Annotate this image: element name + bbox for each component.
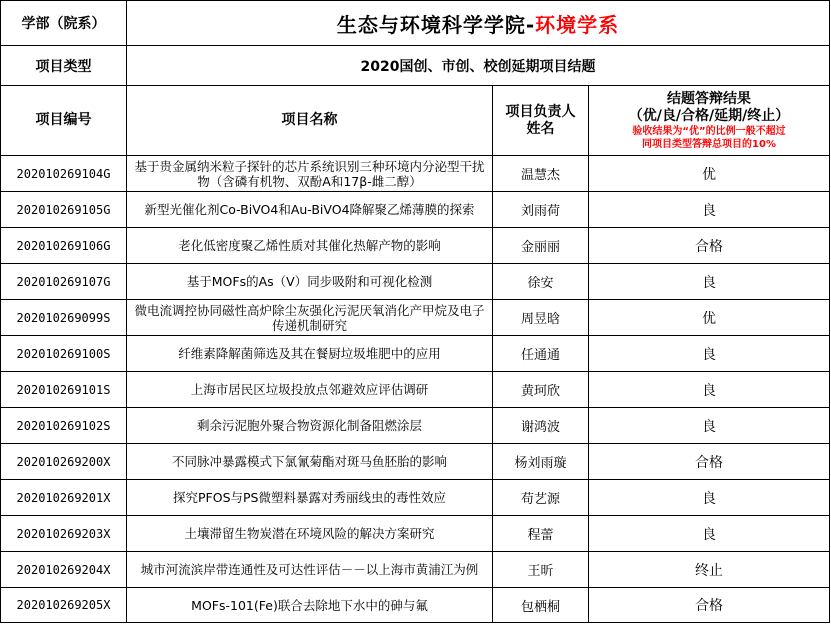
result-cell: 良: [589, 516, 830, 552]
title-college: 生态与环境科学学院-: [336, 12, 536, 37]
page-title: [127, 1, 830, 46]
project-id-cell: 202010269205X: [1, 588, 127, 623]
table-row: [1, 156, 830, 192]
result-note-line2: 同项目类型答辩总项目的10%: [642, 138, 776, 150]
table-row: [1, 408, 830, 444]
project-name-cell: 上海市居民区垃圾投放点邻避效应评估调研: [127, 372, 493, 408]
table-row: [1, 192, 830, 228]
result-cell: 合格: [589, 588, 830, 623]
department-label: 学部（院系）: [1, 1, 127, 46]
result-note-line1: 验收结果为“优”的比例一般不超过: [632, 125, 786, 137]
column-header-lead-line1: 项目负责人: [505, 103, 576, 120]
project-type-label: 项目类型: [1, 46, 127, 86]
table-row: [1, 264, 830, 300]
project-id-cell: 202010269107G: [1, 264, 127, 300]
project-id-cell: 202010269200X: [1, 444, 127, 480]
table-row: [1, 372, 830, 408]
project-lead-cell: 王昕: [493, 552, 589, 588]
project-id-cell: 202010269102S: [1, 408, 127, 444]
result-cell: 良: [589, 192, 830, 228]
project-lead-cell: 苟艺源: [493, 480, 589, 516]
table-row: [1, 588, 830, 623]
project-id-cell: 202010269105G: [1, 192, 127, 228]
result-cell: 良: [589, 264, 830, 300]
table-row: [1, 300, 830, 336]
project-id-cell: 202010269101S: [1, 372, 127, 408]
project-name-cell: 纤维素降解菌筛选及其在餐厨垃圾堆肥中的应用: [127, 336, 493, 372]
project-lead-cell: 任通通: [493, 336, 589, 372]
result-cell: 终止: [589, 552, 830, 588]
result-cell: 合格: [589, 228, 830, 264]
column-header-name: 项目名称: [127, 86, 493, 156]
column-header-id: 项目编号: [1, 86, 127, 156]
column-header-result: [589, 86, 830, 156]
project-type-row: [1, 46, 830, 86]
project-name-cell: MOFs-101(Fe)联合去除地下水中的砷与氟: [127, 588, 493, 623]
column-header-lead: [493, 86, 589, 156]
project-name-cell: 剩余污泥胞外聚合物资源化制备阻燃涂层: [127, 408, 493, 444]
result-cell: 合格: [589, 444, 830, 480]
title-department: 环境学系: [535, 12, 620, 37]
project-name-cell: 土壤滞留生物炭潜在环境风险的解决方案研究: [127, 516, 493, 552]
result-cell: 优: [589, 300, 830, 336]
result-cell: 良: [589, 336, 830, 372]
project-lead-cell: 谢鸿波: [493, 408, 589, 444]
project-name-cell: 基于MOFs的As（Ⅴ）同步吸附和可视化检测: [127, 264, 493, 300]
project-id-cell: 202010269100S: [1, 336, 127, 372]
project-name-cell: 探究PFOS与PS微塑料暴露对秀丽线虫的毒性效应: [127, 480, 493, 516]
project-lead-cell: 温慧杰: [493, 156, 589, 192]
project-id-cell: 202010269204X: [1, 552, 127, 588]
result-cell: 良: [589, 372, 830, 408]
column-header-row: [1, 86, 830, 156]
result-cell: 良: [589, 408, 830, 444]
table-row: [1, 480, 830, 516]
project-name-cell: 微电流调控协同磁性高炉除尘灰强化污泥厌氧消化产甲烷及电子传递机制研究: [127, 300, 493, 336]
project-id-cell: 202010269203X: [1, 516, 127, 552]
project-lead-cell: 杨刘雨璇: [493, 444, 589, 480]
project-name-cell: 新型光催化剂Co-BiVO4和Au-BiVO4降解聚乙烯薄膜的探索: [127, 192, 493, 228]
project-name-cell: 不同脉冲暴露模式下氯氰菊酯对斑马鱼胚胎的影响: [127, 444, 493, 480]
project-id-cell: 202010269201X: [1, 480, 127, 516]
project-id-cell: 202010269106G: [1, 228, 127, 264]
result-cell: 优: [589, 156, 830, 192]
project-lead-cell: 徐安: [493, 264, 589, 300]
table-row: [1, 516, 830, 552]
department-row: [1, 1, 830, 46]
project-name-cell: 老化低密度聚乙烯性质对其催化热解产物的影响: [127, 228, 493, 264]
project-id-cell: 202010269104G: [1, 156, 127, 192]
table-row: [1, 444, 830, 480]
column-header-lead-line2: 姓名: [526, 120, 555, 137]
result-cell: 良: [589, 480, 830, 516]
project-type-value: 2020国创、市创、校创延期项目结题: [127, 46, 830, 86]
project-lead-cell: 周昱晗: [493, 300, 589, 336]
project-lead-cell: 金丽丽: [493, 228, 589, 264]
project-lead-cell: 刘雨荷: [493, 192, 589, 228]
column-header-result-line1: 结题答辩结果: [667, 90, 751, 107]
project-lead-cell: 包栖桐: [493, 588, 589, 623]
project-name-cell: 基于贵金属纳米粒子探针的芯片系统识别三种环境内分泌型干扰物（含磷有机物、双酚A和17β-雌二醇）: [127, 156, 493, 192]
project-lead-cell: 程蕾: [493, 516, 589, 552]
project-id-cell: 202010269099S: [1, 300, 127, 336]
project-lead-cell: 黄珂欣: [493, 372, 589, 408]
table-row: [1, 228, 830, 264]
column-header-result-line2: （优/良/合格/延期/终止）: [628, 107, 790, 124]
table-row: [1, 552, 830, 588]
table-row: [1, 336, 830, 372]
project-name-cell: 城市河流滨岸带连通性及可达性评估－－以上海市黄浦江为例: [127, 552, 493, 588]
